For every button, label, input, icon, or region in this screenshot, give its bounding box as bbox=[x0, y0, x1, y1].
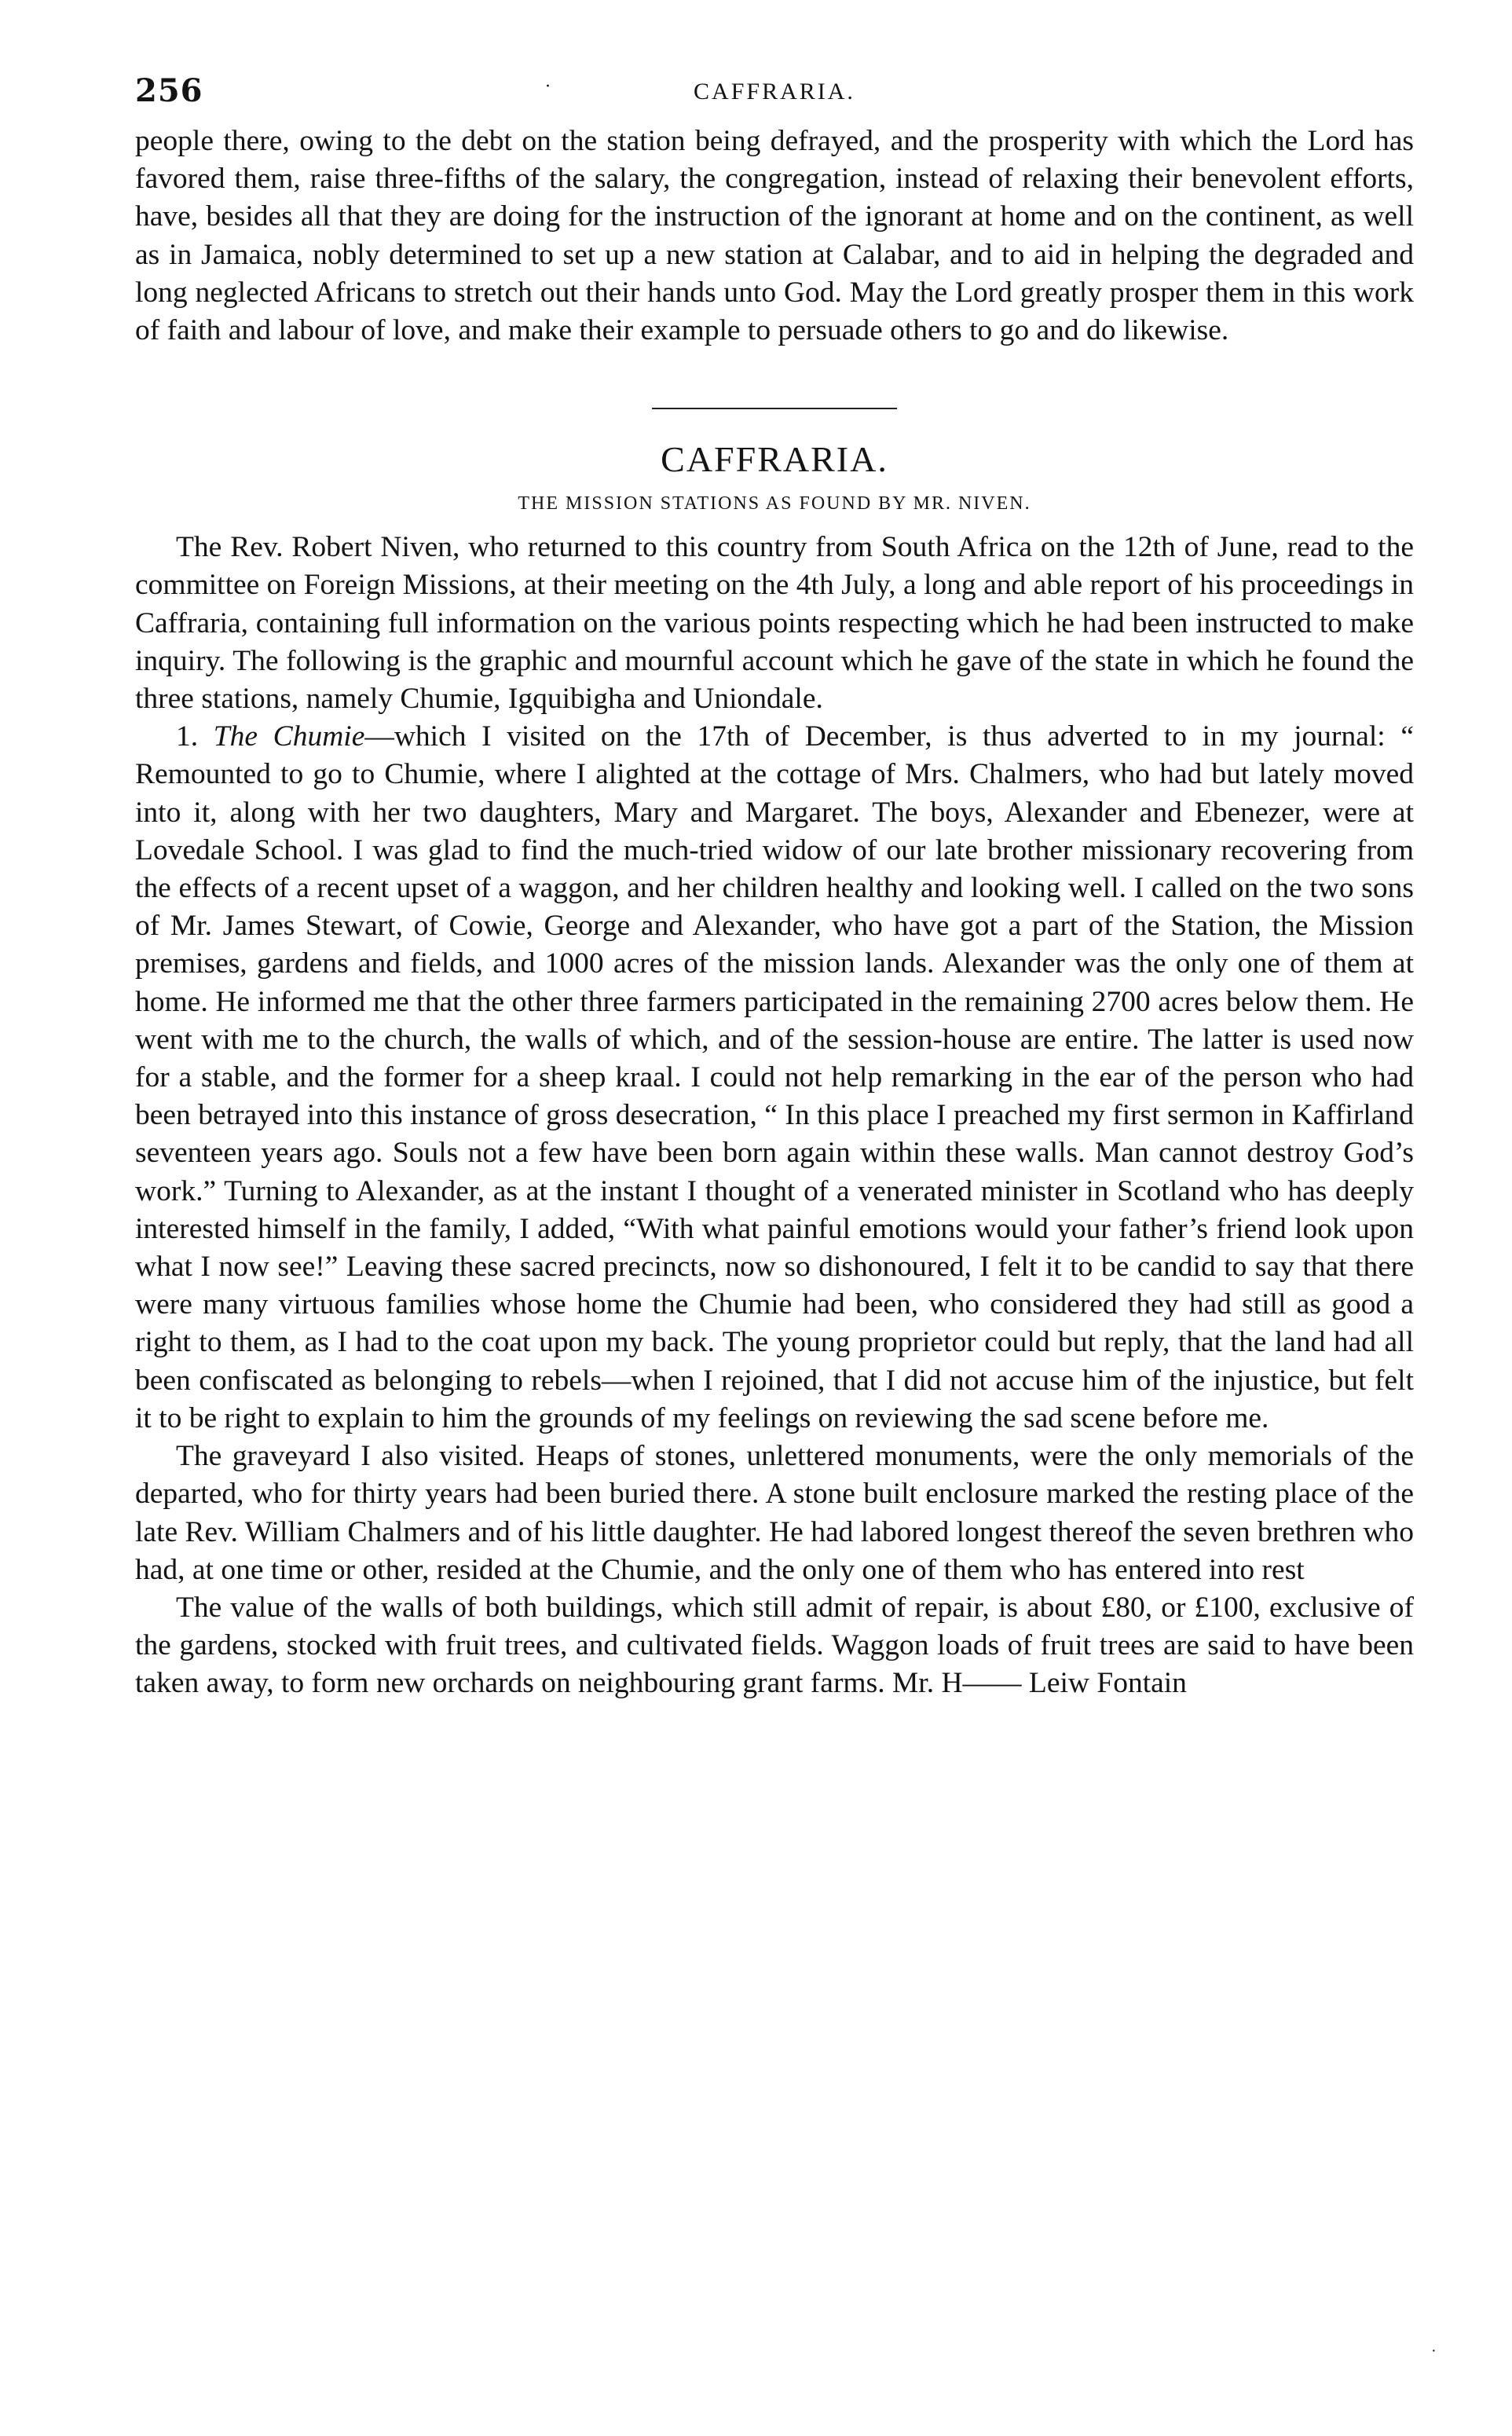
paragraph-2-number: 1. bbox=[176, 720, 199, 753]
page-number: 256 bbox=[135, 72, 203, 109]
section-divider bbox=[652, 408, 897, 409]
intro-text-block bbox=[135, 123, 1414, 350]
section-title: CAFFRARIA. bbox=[661, 439, 888, 480]
document-page bbox=[135, 72, 1414, 1703]
section-subtitle: THE MISSION STATIONS AS FOUND BY MR. NIVEN. bbox=[518, 493, 1031, 515]
paragraph-3: The graveyard I also visited. Heaps of stones, unlettered monuments, were the only memorials of the departed, who for thirty years had been buried there. A stone built enclosure marked the resting place of the late Rev. William Chalmers and of his little daughter. He had labored longest thereof the seven brethren who had, at one time or other, resided at the Chumie, and the only one of them who has entered into rest bbox=[135, 1440, 1414, 1586]
paragraph-4: The value of the walls of both buildings, which still admit of repair, is about £80, or £100, exclusive of the gardens, stocked with fruit trees, and cultivated fields. Waggon loads of fruit trees are said to have been taken away, to form new orchards on neighbouring grant farms. Mr. H—— Leiw Fontain bbox=[135, 1591, 1414, 1700]
paragraph-2-heading: The Chumie bbox=[213, 720, 365, 753]
paragraph-2-text: —which I visited on the 17th of December, is thus adverted to in my journal: “ Remounted to go to Chumie, where I alighted at the cottage of Mrs. Chalmers, who had but lately moved into it, along with her two daughters, Mary and Margaret. The boys, Alexander and Ebenezer, were at Lovedale School. I was glad to find the much-tried widow of our late brother missionary recovering from the effects of a recent upset of a waggon, and her children healthy and looking well. I called on the two sons of Mr. James Stewart, of Cowie, George and Alexander, who have got a part of the Station, the Mission premises, gardens and fields, and 1000 acres of the mission lands. Alexander was the only one of them at home. He informed me that the other three farmers participated in the remaining 2700 acres below them. He went with me to the church, the walls of which, and of the session-house are entire. The latter is used now for a stable, and the former for a sheep kraal. I could not help remarking in the ear of the person who had been betrayed into this instance of gross desecration, “ In this place I preached my first sermon in Kaffirland seventeen years ago. Souls not a few have been born again within these walls. Man cannot destroy God’s work.” Turning to Alexander, as at the instant I thought of a venerated minister in Scotland who has deeply interested himself in the family, I added, “With what painful emotions would your father’s friend look upon what I now see!” Leaving these sacred precincts, now so dishonoured, I felt it to be candid to say that there were many virtuous families whose home the Chumie had been, who considered they had still as good a right to them, as I had to the coat upon my back. The young proprietor could but reply, that the land had all been confiscated as belonging to rebels—when I rejoined, that I did not accuse him of the injustice, but felt it to be right to explain to him the grounds of my feelings on reviewing the sad scene before me. bbox=[135, 720, 1414, 1434]
paragraph-2 bbox=[135, 718, 1414, 1438]
stray-mark: · bbox=[1431, 2343, 1437, 2360]
paragraph-1: The Rev. Robert Niven, who returned to this country from South Africa on the 12th of June, read to the committee on Foreign Missions, at their meeting on the 4th July, a long and able report of his proceedings in Caffraria, containing full information on the various points respecting which he had been instructed to make inquiry. The following is the graphic and mournful account which he gave of the state in which he found the three stations, namely Chumie, Igquibigha and Uniondale. bbox=[135, 531, 1414, 716]
running-head: CAFFRARIA. bbox=[694, 79, 855, 104]
header-dot: · bbox=[545, 77, 551, 97]
intro-paragraph: people there, owing to the debt on the station being defrayed, and the prosperity with which the Lord has favored them, raise three-fifths of the salary, the congregation, instead of relaxing their benevolent efforts, have, besides all that they are doing for the instruction of the ignorant at home and on the continent, as well as in Jamaica, nobly determined to set up a new station at Calabar, and to aid in helping the degraded and long neglected Africans to stretch out their hands unto God. May the Lord greatly prosper them in this work of faith and labour of love, and make their example to persuade others to go and do likewise. bbox=[135, 125, 1414, 347]
article-body bbox=[135, 529, 1414, 1702]
page-header bbox=[135, 72, 1414, 123]
